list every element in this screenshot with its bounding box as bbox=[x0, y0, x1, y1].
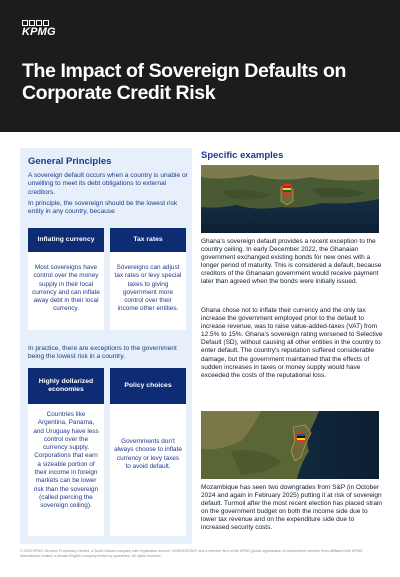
tax-rates-body: Sovereigns can adjust tax rates or levy special taxes to giving government more control over their income other entities. bbox=[114, 264, 182, 313]
logo-text: KPMG bbox=[22, 26, 56, 38]
general-principles-heading: General Principles bbox=[28, 156, 112, 167]
tax-rates-box bbox=[110, 228, 186, 330]
kpmg-logo bbox=[22, 20, 62, 38]
header-banner bbox=[0, 0, 400, 132]
mozambique-map bbox=[201, 411, 379, 479]
inflating-currency-box bbox=[28, 228, 104, 330]
tax-rates-title: Tax rates bbox=[110, 228, 186, 252]
page-title: The Impact of Sovereign Defaults on Corporate Credit Risk bbox=[22, 60, 347, 104]
footer-disclaimer: © 2025 KPMG Services Proprietary Limited, a South African company with registration number 1999/012876/07 and a member firm of the KPMG global organization of independent member firms affiliated with KPMG International Limited, a private English company limited by guarantee. All rights reserved. bbox=[20, 549, 363, 558]
inflating-currency-title: Inflating currency bbox=[28, 228, 104, 252]
mozambique-paragraph: Mozambique has seen two downgrades from S&P (in October 2024 and again in February 2025) putting it at risk of sovereign default. Turmoil after the most recent election has placed strain on the government budget on both the income side due to lower tax revenue and on the expenditure side due to increased security costs. bbox=[201, 484, 383, 532]
ghana-paragraph-1: Ghana's sovereign default provides a recent exception to the country ceiling. In early December 2022, the Ghanaian government exchanged existing bonds for new ones with a longer period of maturity. This is considered a default, because creditors of the Ghanaian government would receive payment later than agreed when the bonds were initially issued. bbox=[201, 238, 382, 286]
dollarized-economies-box bbox=[28, 368, 104, 536]
principle-paragraph: In principle, the sovereign should be the lowest risk entity in any country, because bbox=[28, 200, 178, 216]
ghana-paragraph-2: Ghana chose not to inflate their currency and the only tax increase the government employed prior to the default to increase revenue, was to raise value-added-taxes (VAT) from 12.5% to 15%. Ghana's sovereign rating worsened to Selective Default (SD), without causing all other entities in the country to enter default. The country's reputation suffered considerable damage, but the government maintained that the effects of sudden increases in taxes or money supply would have exceeded the costs of the reputational loss. bbox=[201, 307, 383, 379]
general-principles-panel bbox=[20, 148, 192, 544]
ghana-map-icon bbox=[201, 165, 379, 233]
specific-examples-heading: Specific examples bbox=[201, 150, 284, 161]
exceptions-paragraph: In practice, there are exceptions to the government being the lowest risk in a country. bbox=[28, 345, 177, 361]
inflating-currency-body: Most sovereigns have control over the money supply in their local currency and can inflate away debt in their local currency. bbox=[32, 264, 100, 313]
intro-paragraph: A sovereign default occurs when a country is unable or unwilling to meet its debt obligations to external creditors. bbox=[28, 172, 188, 196]
policy-choices-box bbox=[110, 368, 186, 536]
dollarized-economies-body: Countries like Argentina, Panama, and Uruguay have less control over the currency supply. Corporations that earn a sizeable portion of their income in foreign markets can be lower risk than the sovereign (called piercing the sovereign ceiling). bbox=[33, 411, 99, 510]
policy-choices-title: Policy choices bbox=[110, 368, 186, 404]
policy-choices-body: Governments don't always choose to inflate currency or levy taxes to avoid default. bbox=[114, 438, 182, 470]
dollarized-economies-title: Highly dollarized economies bbox=[28, 368, 104, 404]
mozambique-map-icon bbox=[201, 411, 379, 479]
ghana-map bbox=[201, 165, 379, 233]
